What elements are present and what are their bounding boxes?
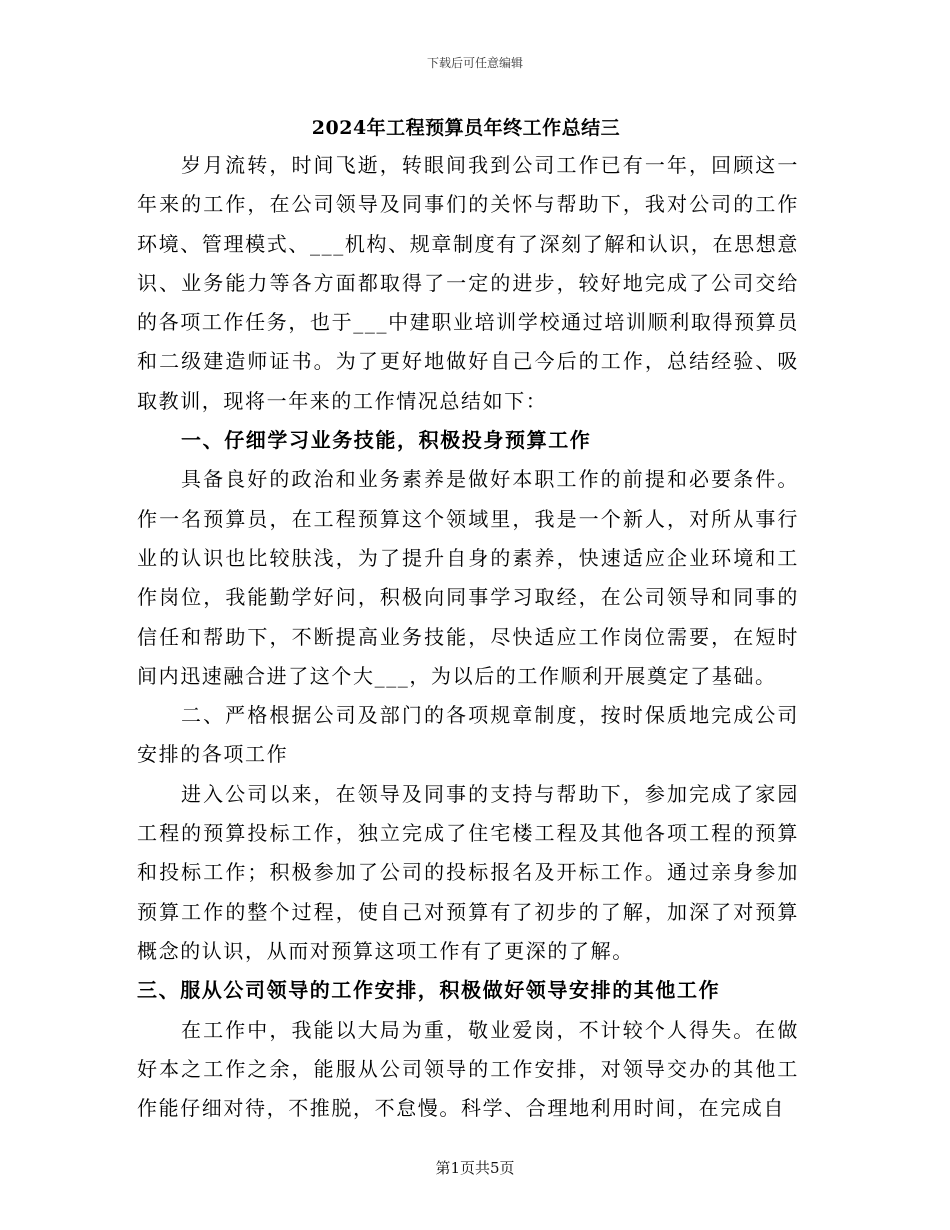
paragraph-section-1: 具备良好的政治和业务素养是做好本职工作的前提和必要条件。作一名预算员，在工程预算这个领域里，我是一个新人，对所从事行业的认识也比较肤浅，为了提升自身的素养，快速适应企业环境和工作岗位，我能勤学好问，积极向同事学习取经，在公司领导和同事的信任和帮助下，不断提高业务技能，尽快适应工作岗位需要，在短时间内迅速融合进了这个大___，为以后的工作顺利开展奠定了基础。 [137, 467, 799, 688]
section-heading-1: 一、仔细学习业务技能，积极投身预算工作 [181, 428, 592, 453]
paragraph-section-3: 在工作中，我能以大局为重，敬业爱岗，不计较个人得失。在做好本之工作之余，能服从公司领导的工作安排，对领导交办的其他工作能仔细对待，不推脱，不怠慢。科学、合理地利用时间，在完成自 [137, 1017, 799, 1121]
document-body [137, 146, 799, 1128]
paragraph-section-2: 进入公司以来，在领导及同事的支持与帮助下，参加完成了家园工程的预算投标工作，独立完成了住宅楼工程及其他各项工程的预算和投标工作；积极参加了公司的投标报名及开标工作。通过亲身参加预算工作的整个过程，使自己对预算有了初步的了解，加深了对预算概念的认识，从而对预算这项工作有了更深的了解。 [137, 781, 799, 963]
page-number-footer: 第1页共5页 [435, 1159, 515, 1177]
section-heading-3: 三、服从公司领导的工作安排，积极做好领导安排的其他工作 [137, 978, 721, 1003]
page-header-note: 下载后可任意编辑 [426, 56, 523, 70]
section-heading-2: 二、严格根据公司及部门的各项规章制度，按时保质地完成公司安排的各项工作 [137, 703, 799, 767]
paragraph-intro: 岁月流转，时间飞逝，转眼间我到公司工作已有一年，回顾这一年来的工作，在公司领导及同事们的关怀与帮助下，我对公司的工作环境、管理模式、___机构、规章制度有了深刻了解和认识，在思想意识、业务能力等各方面都取得了一定的进步，较好地完成了公司交给的各项工作任务，也于___中建职业培训学校通过培训顺利取得预算员和二级建造师证书。为了更好地做好自己今后的工作，总结经验、吸取教训，现将一年来的工作情况总结如下： [137, 153, 799, 413]
document-title: 2024年工程预算员年终工作总结三 [311, 117, 621, 139]
